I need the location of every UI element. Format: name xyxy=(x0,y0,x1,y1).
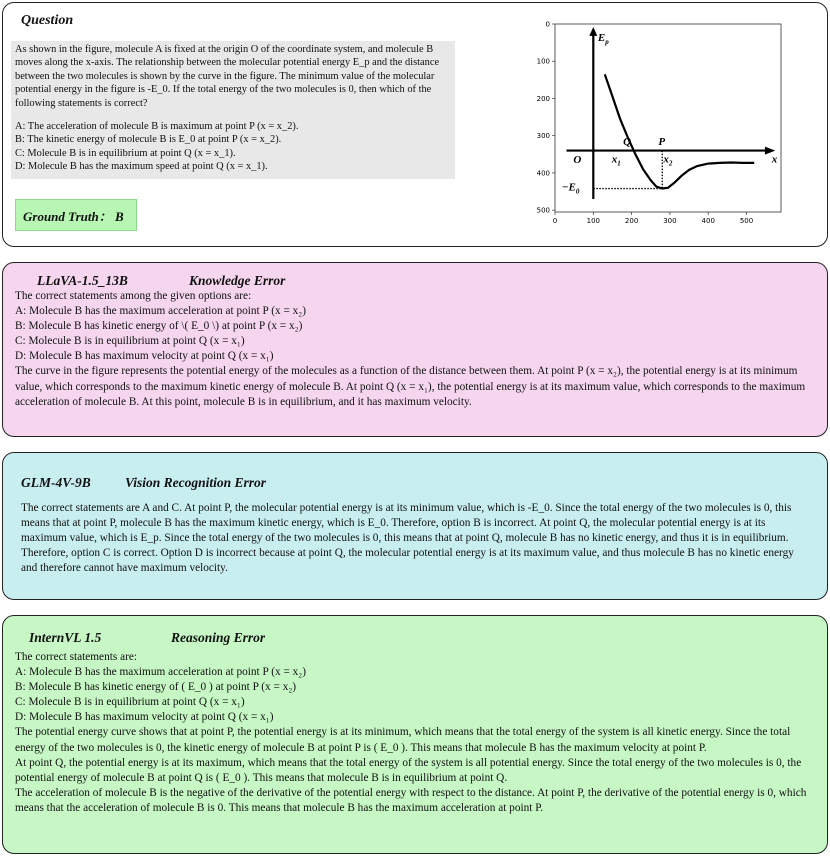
answer-line: B: Molecule B has kinetic energy of \( E_0 \) at point P (x = x₂) xyxy=(15,320,303,333)
x-tick-label: 400 xyxy=(701,217,715,225)
error-type: Reasoning Error xyxy=(171,630,266,645)
model-name: LLaVA-1.5_13B xyxy=(37,273,128,288)
e0-label: $-E_0$ xyxy=(561,181,580,196)
error-type: Knowledge Error xyxy=(189,273,286,288)
plot-frame xyxy=(555,24,781,212)
answer-line: C: Molecule B is in equilibrium at point Q (x = x₁) xyxy=(15,696,245,709)
answer-line: At point Q, the potential energy is at its maximum, which means that the total energy of the system is all potential energy. Since the total energy of the two molecules is 0, the potential energy of molecule B at point Q is ( E_0 ). This means that molecule B is in equilibrium at point Q. xyxy=(15,756,802,784)
x1-label: $x_1$ xyxy=(611,153,621,168)
answer-line: D: Molecule B has maximum velocity at point Q (x = x₁) xyxy=(15,350,274,363)
answer-panel-internvl xyxy=(2,615,828,854)
answer-body xyxy=(15,289,813,410)
option-d: D: Molecule B has the maximum speed at point Q (x = x_1). xyxy=(15,161,268,173)
answer-panel-llava xyxy=(2,262,828,437)
model-name: InternVL 1.5 xyxy=(29,630,102,645)
y-tick-label: 0 xyxy=(545,20,550,29)
y-tick-label: 200 xyxy=(536,94,550,103)
answer-line: A: Molecule B has the maximum acceleration at point P (x = x₂) xyxy=(15,305,306,318)
q-point-label: Q xyxy=(623,135,632,148)
question-panel xyxy=(2,2,828,247)
answer-panel-glm xyxy=(2,452,828,600)
x-tick-label: 100 xyxy=(586,217,600,225)
answer-line: A: Molecule B has the maximum acceleration at point P (x = x₂) xyxy=(15,666,306,679)
answer-body xyxy=(21,501,813,576)
potential-energy-figure xyxy=(533,15,789,231)
answer-line: B: Molecule B has kinetic energy of ( E_0 ) at point P (x = x₂) xyxy=(15,681,297,694)
y-tick-label: 400 xyxy=(536,169,550,178)
answer-line: The correct statements are: xyxy=(15,651,138,663)
answer-line: The acceleration of molecule B is the negative of the derivative of the potential energy with respect to the distance. At point P, the derivative of the potential energy is 0, which means that the acceleration of molecule B is 0. This means that molecule B has the maximum acceleration at point P. xyxy=(15,786,807,814)
answer-line: The correct statements among the given options are: xyxy=(15,290,252,302)
question-text-box xyxy=(11,41,455,179)
answer-line: D: Molecule B has maximum velocity at point Q (x = x₁) xyxy=(15,711,274,724)
answer-line: The curve in the figure represents the potential energy of the molecules as a function of the distance between them. At point P (x = x₂), the potential energy is at its minimum value, which corresponds to the maximum kinetic energy of molecule B. At point Q (x = x₁), the potential energy is at its maximum value, which corresponds to the maximum acceleration of molecule B. At this point, molecule B is in equilibrium, and it has maximum velocity. xyxy=(15,365,806,408)
x-tick-label: 0 xyxy=(552,217,558,225)
option-a: A: The acceleration of molecule B is maximum at point P (x = x_2). xyxy=(15,121,299,133)
answer-line: The potential energy curve shows that at point P, the potential energy is at its minimum, which means that the total energy of the system is all kinetic energy. Since the total energy of the two molecules is 0, the kinetic energy of molecule B at point P is ( E_0 ). This means that molecule B has the maximum velocity at point P. xyxy=(15,726,791,754)
option-b: B: The kinetic energy of molecule B is E_0 at point P (x = x_2). xyxy=(15,134,282,146)
option-c: C: Molecule B is in equilibrium at point Q (x = x_1). xyxy=(15,147,236,159)
answer-body xyxy=(15,650,813,816)
y-tick-label: 300 xyxy=(536,132,550,141)
plot-border xyxy=(555,24,781,212)
x-tick-label: 300 xyxy=(663,217,677,225)
x-tick-label: 500 xyxy=(739,217,754,225)
answer-line: C: Molecule B is in equilibrium at point Q (x = x₁) xyxy=(15,335,245,348)
ground-truth-badge: Ground Truth： B xyxy=(15,199,137,231)
answer-line: The correct statements are A and C. At point P, the molecular potential energy is at its minimum value, which is -E_0. Since the total energy of the two molecules is 0, this means that at point P, molecule B has the maximum kinetic energy, which is E_0. Therefore, option B is incorrect. At point Q, the molecular potential energy is at its maximum value, which is E_p. Since the total energy of the two molecules is 0, this means that at point Q, molecule B has no kinetic energy, and thus it is in equilibrium. Therefore, option C is correct. Option D is incorrect because at point Q, the molecular potential energy is at its maximum value, and thus molecule B has no kinetic energy and therefore cannot have maximum velocity. xyxy=(21,502,794,575)
x-axis-label: x xyxy=(771,153,778,166)
x2-label: $x_2$ xyxy=(663,153,673,168)
model-name: GLM-4V-9B xyxy=(21,475,91,490)
y-tick-label: 100 xyxy=(536,57,550,66)
ep-label: $E_p$ xyxy=(597,31,609,46)
error-type: Vision Recognition Error xyxy=(125,475,267,490)
question-stem: As shown in the figure, molecule A is fixed at the origin O of the coordinate system, and molecule B moves along the x-axis. The relationship between the molecular potential energy E_p and the distance between the two molecules is shown by the curve in the figure. The minimum value of the molecular potential energy in the figure is -E_0. If the total energy of the two molecules is 0, then which of the following statements is correct? xyxy=(15,44,440,109)
y-tick-label: 500 xyxy=(536,206,550,215)
origin-label: O xyxy=(573,153,582,166)
question-title: Question xyxy=(21,13,74,28)
x-tick-label: 200 xyxy=(624,217,639,225)
p-point-label: P xyxy=(658,135,666,148)
